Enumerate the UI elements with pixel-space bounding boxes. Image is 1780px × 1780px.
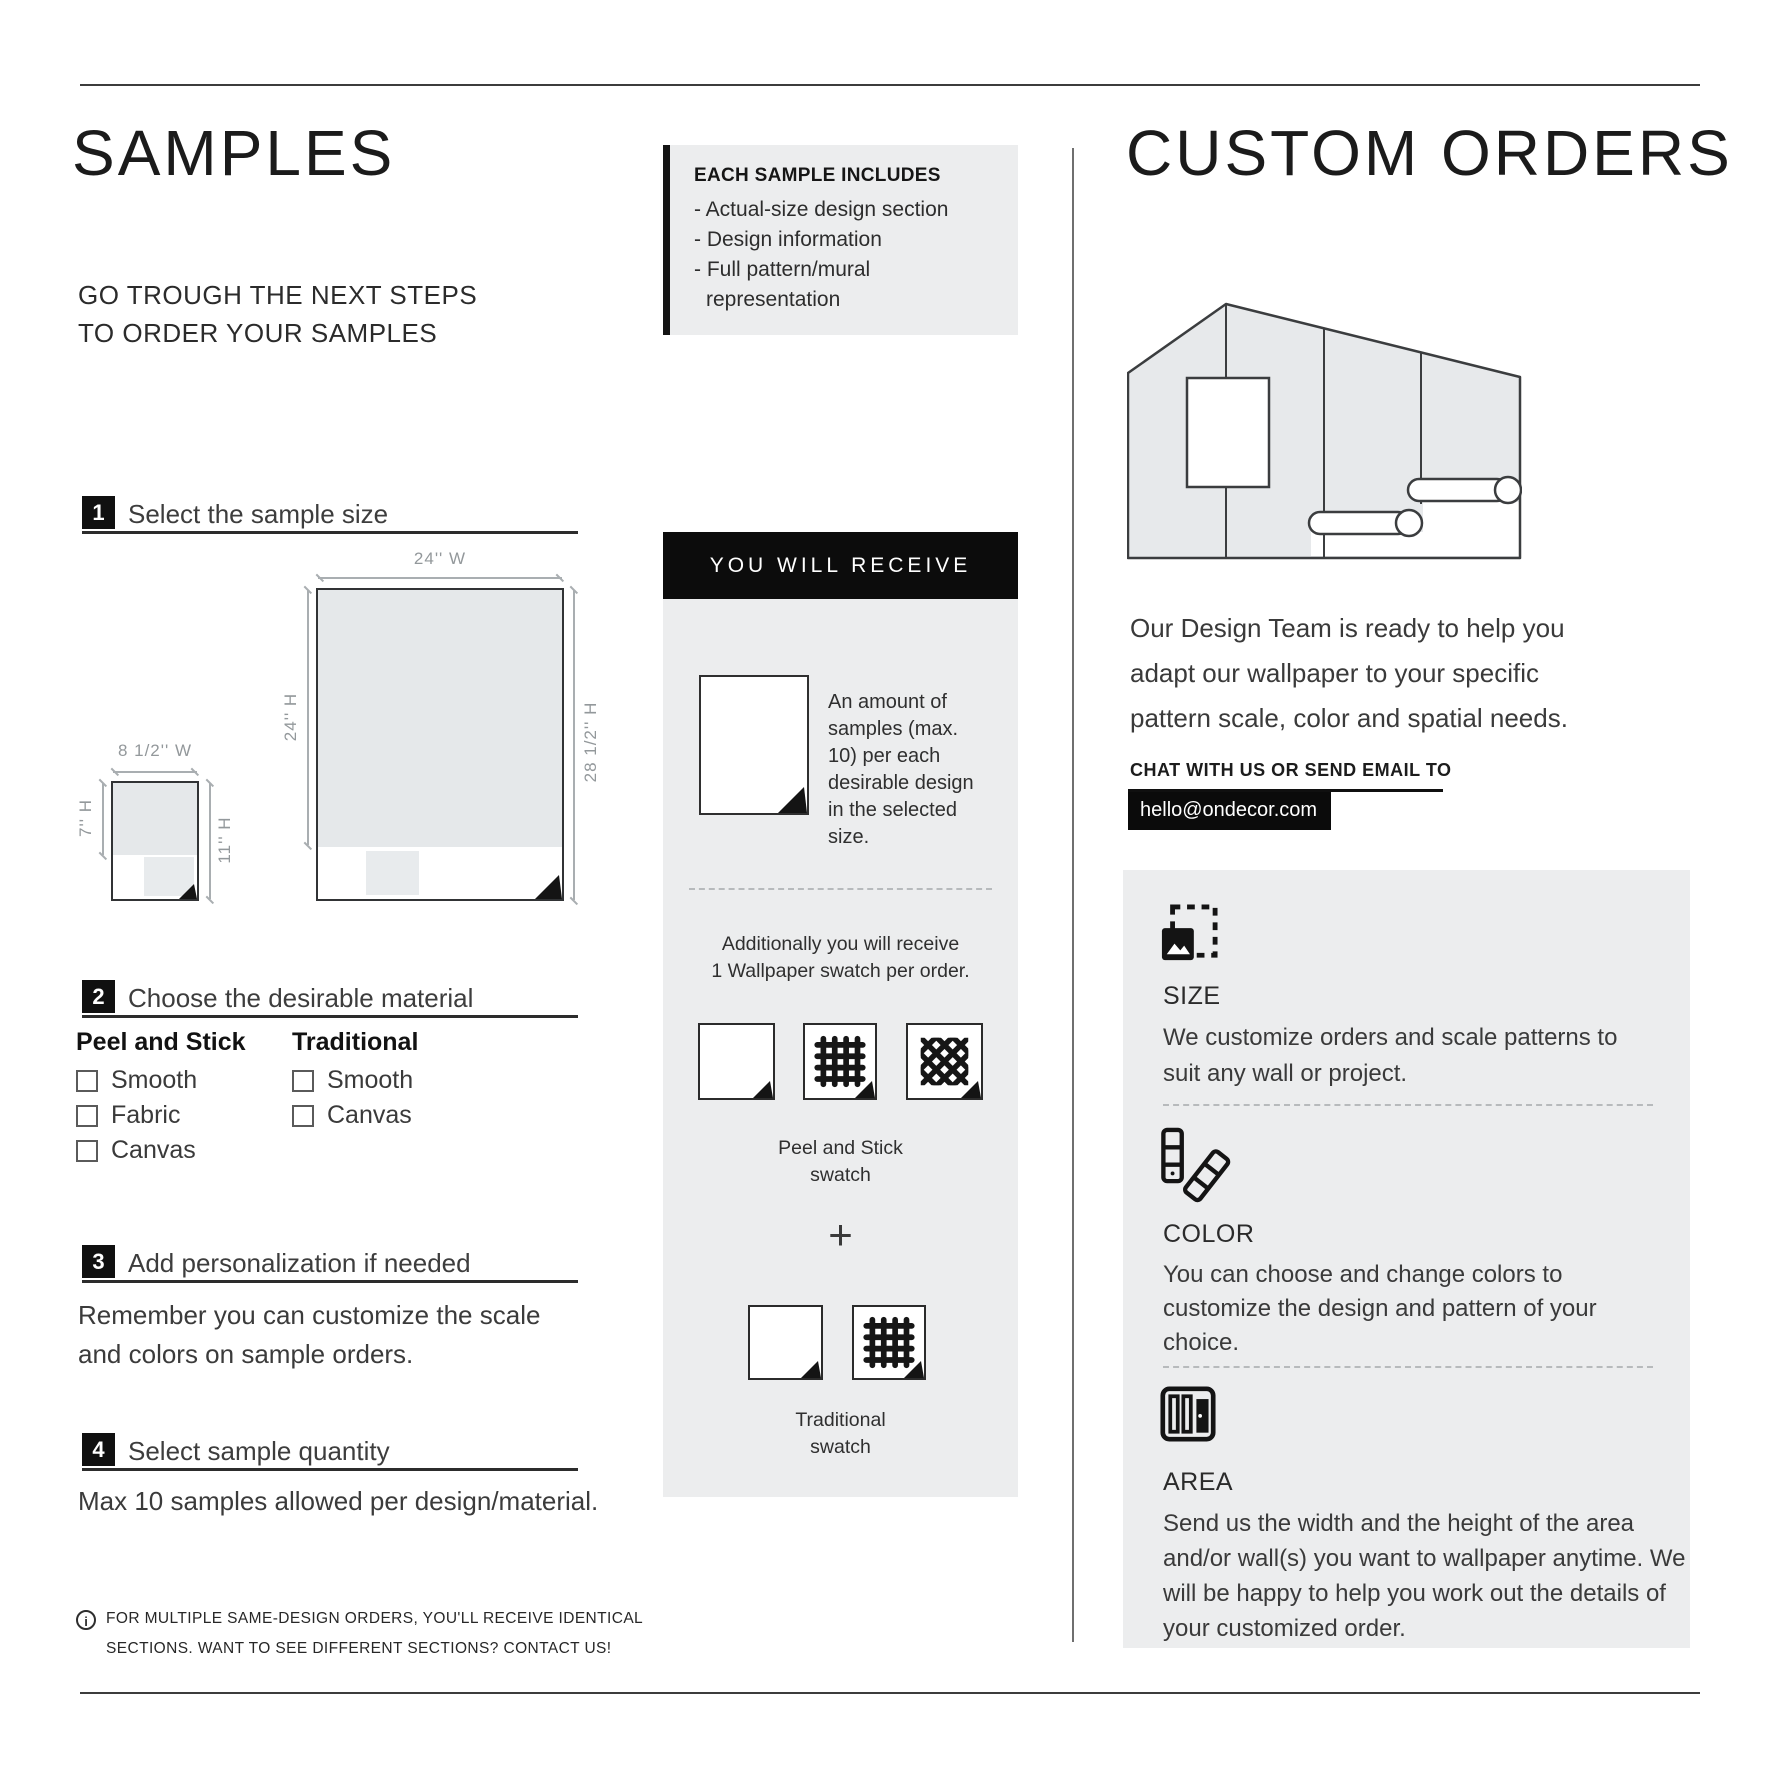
area-heading: AREA <box>1163 1468 1234 1496</box>
large-sample-height-dimline-right <box>573 590 575 900</box>
bottom-rule <box>80 1692 1700 1694</box>
swatch-grid <box>803 1023 877 1100</box>
checkbox-icon[interactable] <box>76 1140 98 1162</box>
amount-text: An amount of samples (max. 10) per each desirable design in the selected size. <box>828 691 974 848</box>
custom-orders-panel <box>1123 870 1690 1648</box>
samples-title: SAMPLES <box>72 117 396 189</box>
large-sample-margin <box>318 847 562 899</box>
step3-text: Remember you can customize the scale and colors on sample orders. <box>78 1300 541 1369</box>
folded-corner-icon <box>855 1078 875 1098</box>
material-option-peel-fabric[interactable] <box>76 1101 180 1130</box>
small-sample-height-label-left: 7'' H <box>76 799 95 837</box>
peel-swatch-label-line1: Peel and Stick <box>778 1137 903 1159</box>
large-sample-width-dimline <box>318 577 562 579</box>
swatch-grid <box>852 1305 926 1380</box>
material-option-peel-smooth[interactable] <box>76 1066 197 1095</box>
peel-swatch-label-line2: swatch <box>810 1164 871 1186</box>
material-option-label: Smooth <box>327 1066 414 1094</box>
large-sample-diagram <box>316 588 564 901</box>
footnote-line1: FOR MULTIPLE SAME-DESIGN ORDERS, YOU'LL RECEIVE IDENTICAL <box>106 1610 644 1627</box>
small-sample-height-dimline-right <box>209 783 211 899</box>
color-icon <box>1160 1126 1218 1186</box>
folded-corner-icon <box>778 784 807 813</box>
step2-number: 2 <box>82 980 115 1013</box>
large-sample-height-label-left: 24'' H <box>281 692 300 742</box>
large-sample-swatch-block <box>366 851 419 895</box>
small-sample-width-dimline <box>113 771 197 773</box>
checkbox-icon[interactable] <box>76 1105 98 1127</box>
material-option-label: Smooth <box>111 1066 198 1094</box>
wallpaper-house-illustration <box>1127 302 1522 560</box>
folded-corner-icon <box>904 1358 924 1378</box>
small-sample-height-label-right: 11'' H <box>215 816 234 864</box>
traditional-swatch-label-line2: swatch <box>810 1436 871 1458</box>
size-body: We customize orders and scale patterns to suit any wall or project. <box>1163 1024 1618 1087</box>
additional-line1: Additionally you will receive <box>721 933 960 955</box>
you-will-receive-panel <box>663 599 1018 1497</box>
each-sample-includes-box <box>663 145 1018 335</box>
size-heading: SIZE <box>1163 982 1221 1010</box>
small-sample-width-label: 8 1/2'' W <box>117 741 193 760</box>
you-will-receive-banner: YOU WILL RECEIVE <box>663 532 1018 599</box>
plus-sign: + <box>828 1211 853 1258</box>
dashed-divider <box>689 888 992 890</box>
step3-underline <box>82 1280 578 1283</box>
custom-orders-intro: Our Design Team is ready to help you adapt our wallpaper to your specific pattern scale, color and spatial needs. <box>1130 613 1568 733</box>
samples-subtitle <box>78 276 477 352</box>
material-col-peel-heading: Peel and Stick <box>76 1028 246 1056</box>
step3-number: 3 <box>82 1245 115 1278</box>
step4-number: 4 <box>82 1433 115 1466</box>
info-icon: i <box>76 1610 96 1630</box>
large-sample-height-label-right: 28 1/2'' H <box>581 701 600 783</box>
color-heading: COLOR <box>1163 1220 1255 1248</box>
includes-item: - Actual-size design section <box>694 198 949 221</box>
peel-swatch-label <box>663 1135 1018 1189</box>
traditional-swatch-label-line1: Traditional <box>795 1409 886 1431</box>
sample-card <box>699 675 809 815</box>
folded-corner-icon <box>961 1078 981 1098</box>
checkbox-icon[interactable] <box>292 1070 314 1092</box>
includes-item: - Full pattern/mural representation <box>694 258 871 311</box>
additional-text <box>663 931 1018 985</box>
checkbox-icon[interactable] <box>292 1105 314 1127</box>
material-option-traditional-canvas[interactable] <box>292 1101 412 1130</box>
step4-underline <box>82 1468 578 1471</box>
step3-title: Add personalization if needed <box>128 1248 471 1278</box>
area-icon <box>1160 1386 1216 1442</box>
step2-underline <box>82 1015 578 1018</box>
folded-corner-icon <box>801 1358 821 1378</box>
small-sample-diagram <box>111 781 199 901</box>
includes-item: - Design information <box>694 228 882 251</box>
color-body: You can choose and change colors to customize the design and pattern of your choice. <box>1163 1261 1597 1356</box>
footnote-line2: SECTIONS. WANT TO SEE DIFFERENT SECTIONS? CONTACT US! <box>106 1640 612 1657</box>
chat-label: CHAT WITH US OR SEND EMAIL TO <box>1130 760 1452 780</box>
folded-corner-icon <box>179 881 197 899</box>
material-option-traditional-smooth[interactable] <box>292 1066 413 1095</box>
dashed-divider <box>1163 1366 1653 1368</box>
includes-heading: EACH SAMPLE INCLUDES <box>694 165 941 186</box>
material-option-peel-canvas[interactable] <box>76 1136 196 1165</box>
custom-orders-title: CUSTOM ORDERS <box>1126 117 1733 189</box>
checkbox-icon[interactable] <box>76 1070 98 1092</box>
swatch-plain <box>748 1305 823 1380</box>
step1-underline <box>82 531 578 534</box>
step1-number: 1 <box>82 496 115 529</box>
email-link[interactable]: hello@ondecor.com <box>1128 792 1331 830</box>
samples-subtitle-line1: GO TROUGH THE NEXT STEPS <box>78 280 478 310</box>
step2-title: Choose the desirable material <box>128 983 474 1013</box>
top-rule <box>80 84 1700 86</box>
large-sample-width-label: 24'' W <box>413 549 467 568</box>
material-option-label: Fabric <box>111 1101 181 1129</box>
material-col-traditional-heading: Traditional <box>292 1028 419 1056</box>
large-sample-height-dimline-left <box>307 590 309 845</box>
folded-corner-icon <box>535 872 562 899</box>
swatch-crosshatch <box>906 1023 983 1100</box>
step4-title: Select sample quantity <box>128 1436 390 1466</box>
step4-text: Max 10 samples allowed per design/material. <box>78 1486 599 1516</box>
additional-line2: 1 Wallpaper swatch per order. <box>711 960 970 982</box>
traditional-swatch-label <box>663 1407 1018 1461</box>
swatch-plain <box>698 1023 775 1100</box>
step1-title: Select the sample size <box>128 499 389 529</box>
small-sample-height-dimline-left <box>102 783 104 855</box>
area-body: Send us the width and the height of the area and/or wall(s) you want to wallpaper anytime. We will be happy to help you work out the details of your customized order. <box>1163 1510 1686 1642</box>
column-divider <box>1072 148 1074 1642</box>
samples-subtitle-line2: TO ORDER YOUR SAMPLES <box>78 318 438 348</box>
dashed-divider <box>1163 1104 1653 1106</box>
material-option-label: Canvas <box>111 1136 196 1164</box>
folded-corner-icon <box>753 1078 773 1098</box>
material-option-label: Canvas <box>327 1101 412 1129</box>
size-icon <box>1160 904 1218 962</box>
